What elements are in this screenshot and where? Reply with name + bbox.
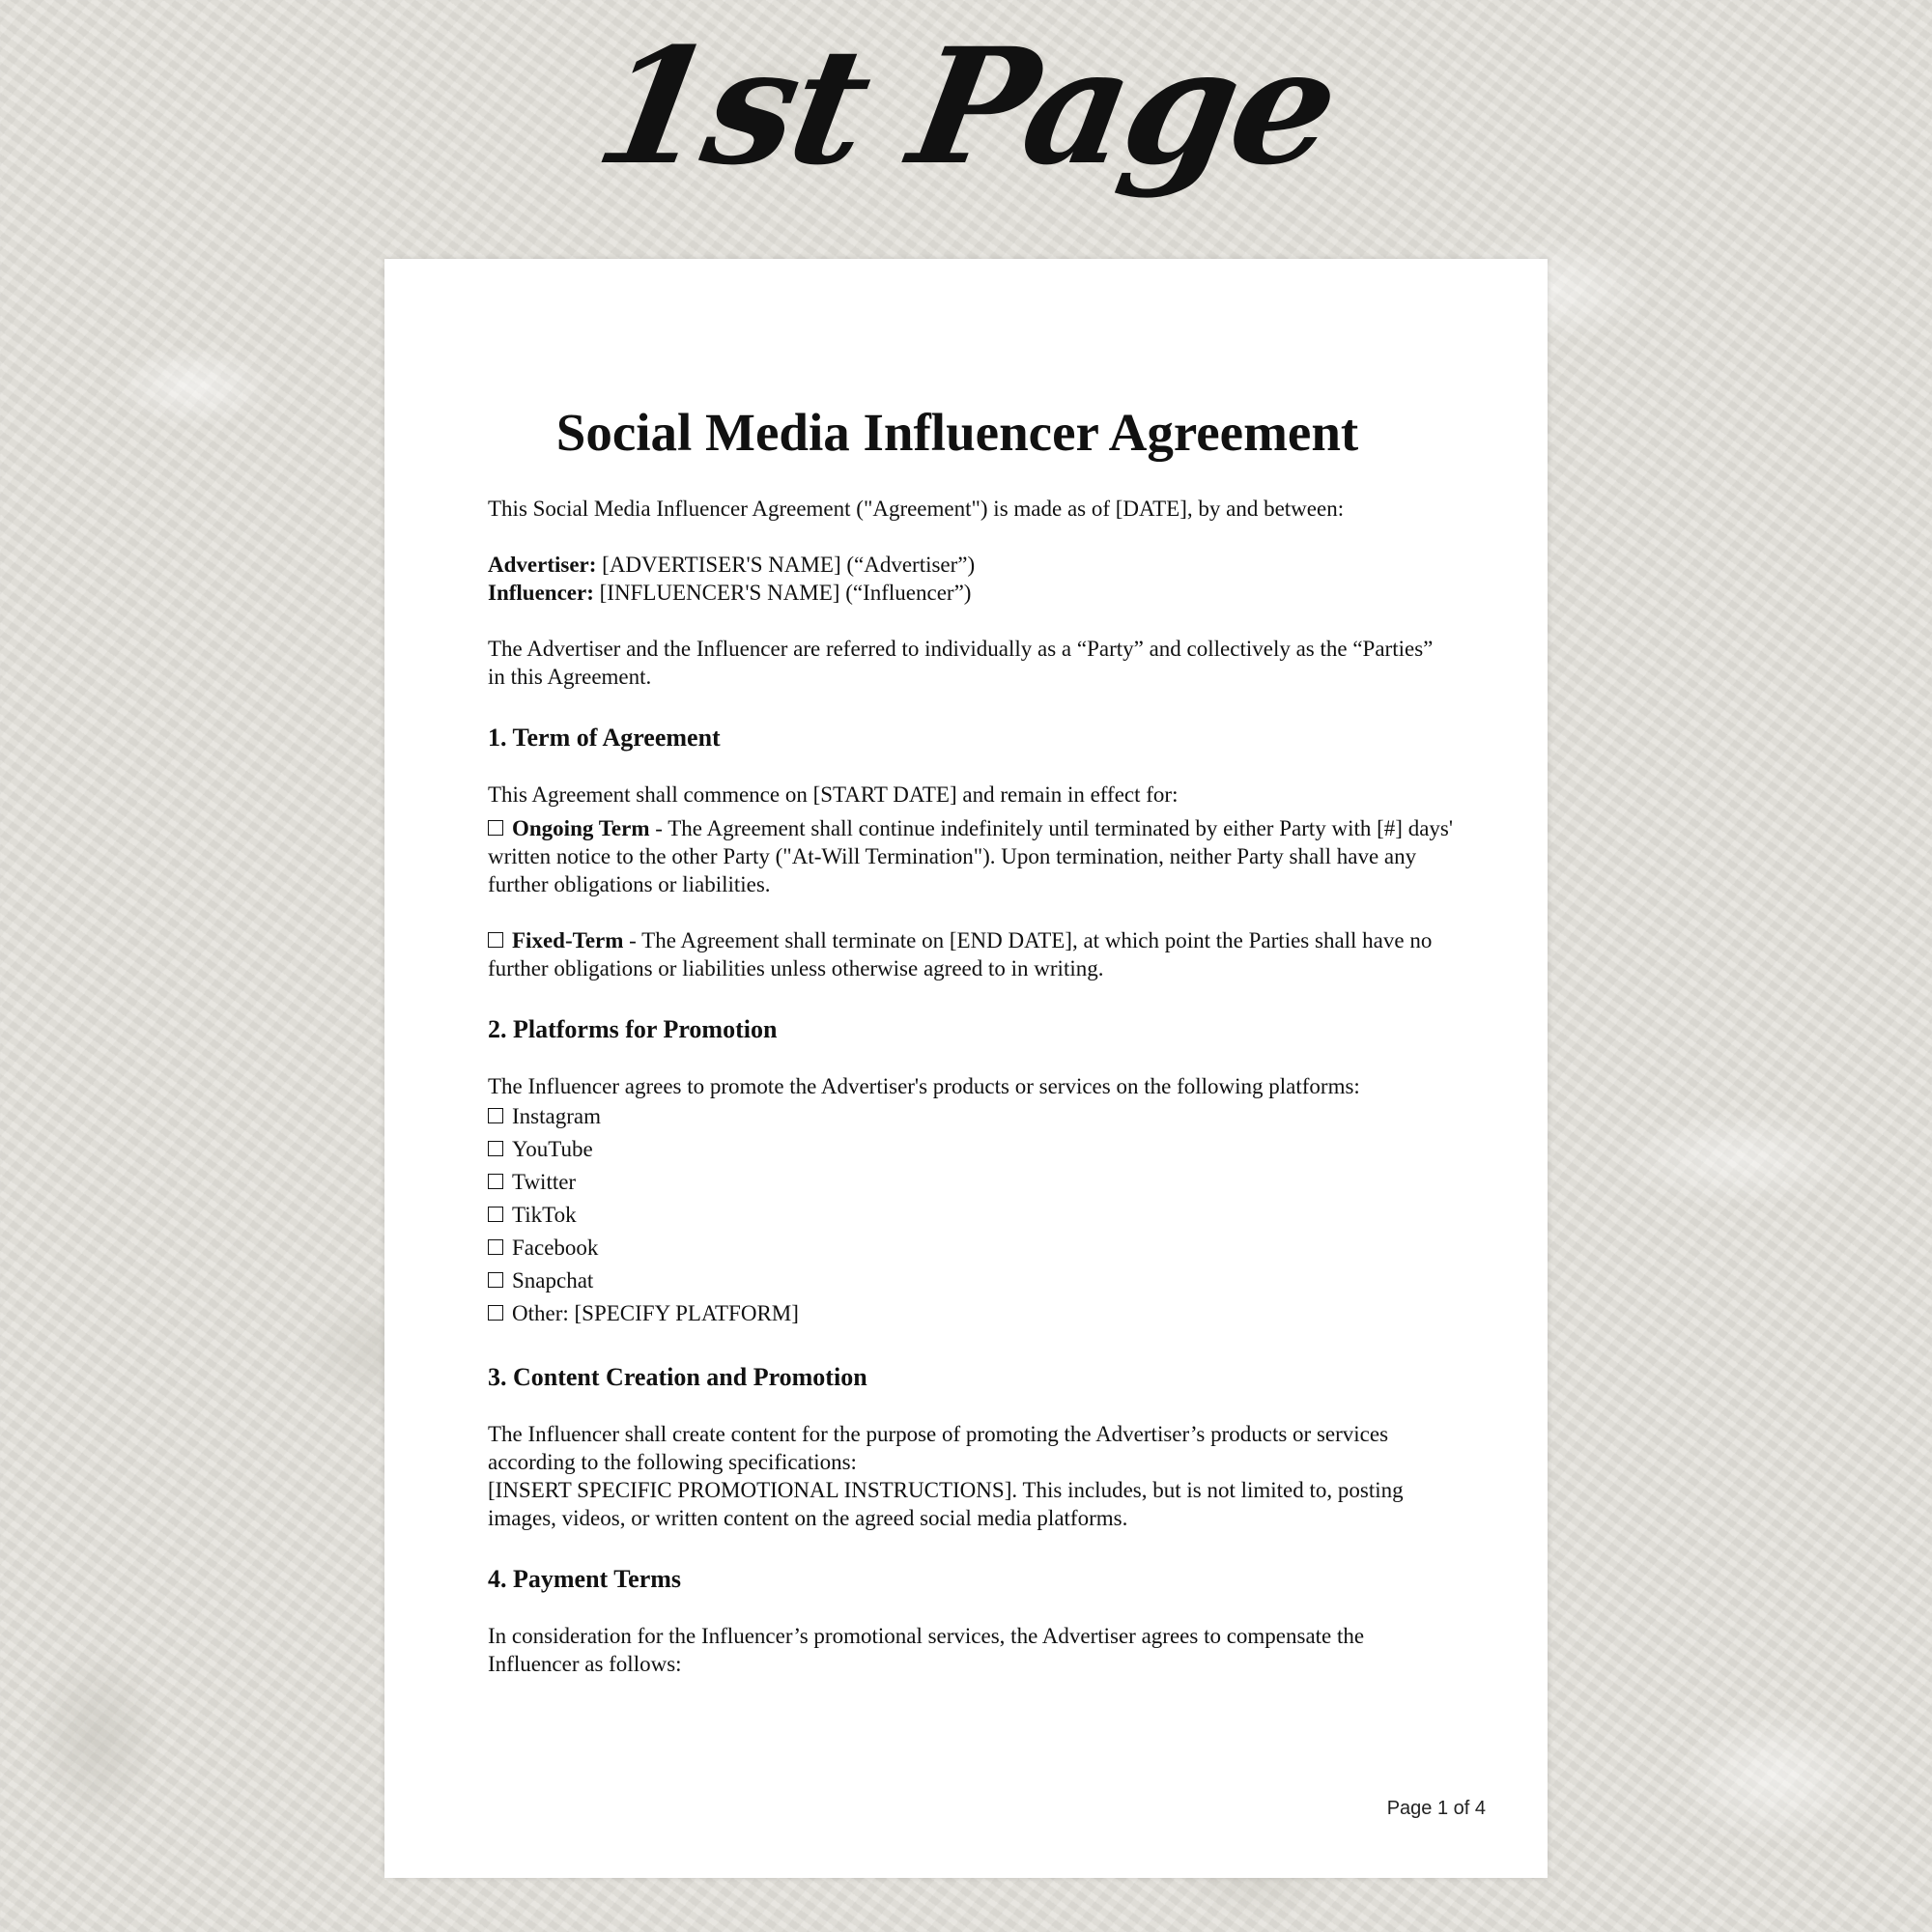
intro-paragraph: This Social Media Influencer Agreement ("Agreement") is made as of [DATE], by and between:	[488, 497, 1345, 521]
ongoing-term-text: - The Agreement shall continue indefinitely until terminated by either Party with [#] days' written notice to the other Party ("At-Will Termination"). Upon termination, neither Party shall have any further obligations or liabilities.	[488, 816, 1454, 896]
platform-label: YouTube	[512, 1137, 593, 1161]
fixed-term-text: - The Agreement shall terminate on [END DATE], at which point the Parties shall have no further obligations or liabilities unless otherwise agreed to in writing.	[488, 928, 1433, 980]
checkbox[interactable]	[488, 1174, 503, 1189]
ongoing-term-label: Ongoing Term	[512, 816, 650, 840]
platform-item-twitter[interactable]	[488, 1166, 1454, 1199]
advertiser-label: Advertiser:	[488, 553, 603, 577]
checkbox[interactable]	[488, 1305, 503, 1321]
fixed-term-label: Fixed-Term	[512, 928, 624, 952]
parties-paragraph: The Advertiser and the Influencer are referred to individually as a “Party” and collectively as the “Parties” in this Agreement.	[488, 637, 1434, 689]
advertiser-line	[488, 551, 1454, 579]
checkbox[interactable]	[488, 1207, 503, 1222]
document-content	[488, 404, 1454, 1678]
platform-label: Twitter	[512, 1170, 577, 1194]
platforms-intro: The Influencer agrees to promote the Advertiser's products or services on the following platforms:	[488, 1074, 1360, 1098]
cover-title: 1st Page	[583, 13, 1349, 200]
fixed-term-checkbox[interactable]	[488, 932, 503, 948]
influencer-line	[488, 579, 1454, 607]
section-heading-payment: 4. Payment Terms	[488, 1565, 682, 1593]
platform-label: Other: [SPECIFY PLATFORM]	[512, 1301, 799, 1325]
influencer-value: [INFLUENCER'S NAME] (“Influencer”)	[599, 581, 972, 605]
platform-label: Snapchat	[512, 1268, 594, 1293]
document-page	[384, 259, 1548, 1878]
checkbox[interactable]	[488, 1272, 503, 1288]
page-number: Page 1 of 4	[1386, 1798, 1486, 1819]
platform-item-instagram[interactable]	[488, 1100, 1454, 1133]
document-title: Social Media Influencer Agreement	[555, 403, 1359, 462]
platform-label: Facebook	[512, 1236, 599, 1260]
section-heading-content: 3. Content Creation and Promotion	[488, 1363, 867, 1391]
section-heading-term: 1. Term of Agreement	[488, 724, 721, 752]
term-option-fixed	[488, 926, 1454, 982]
checkbox[interactable]	[488, 1108, 503, 1123]
term-option-ongoing	[488, 814, 1454, 898]
ongoing-term-checkbox[interactable]	[488, 820, 503, 836]
term-intro: This Agreement shall commence on [START DATE] and remain in effect for:	[488, 782, 1179, 807]
platform-item-other[interactable]	[488, 1297, 1454, 1330]
content-paragraph-1: The Influencer shall create content for the purpose of promoting the Advertiser’s products or services according to the following specifications:	[488, 1422, 1389, 1474]
content-paragraph-2: [INSERT SPECIFIC PROMOTIONAL INSTRUCTIONS]. This includes, but is not limited to, posting images, videos, or written content on the agreed social media platforms.	[488, 1478, 1404, 1530]
platform-list	[488, 1100, 1454, 1330]
platform-item-facebook[interactable]	[488, 1232, 1454, 1264]
section-heading-platforms: 2. Platforms for Promotion	[488, 1015, 778, 1043]
checkbox[interactable]	[488, 1239, 503, 1255]
payment-paragraph: In consideration for the Influencer’s promotional services, the Advertiser agrees to compensate the Influencer as follows:	[488, 1624, 1365, 1676]
platform-label: Instagram	[512, 1104, 601, 1128]
advertiser-value: [ADVERTISER'S NAME] (“Advertiser”)	[602, 553, 976, 577]
platform-item-snapchat[interactable]	[488, 1264, 1454, 1297]
checkbox[interactable]	[488, 1141, 503, 1156]
influencer-label: Influencer:	[488, 581, 600, 605]
platform-item-tiktok[interactable]	[488, 1199, 1454, 1232]
platform-item-youtube[interactable]	[488, 1133, 1454, 1166]
platform-label: TikTok	[512, 1203, 577, 1227]
